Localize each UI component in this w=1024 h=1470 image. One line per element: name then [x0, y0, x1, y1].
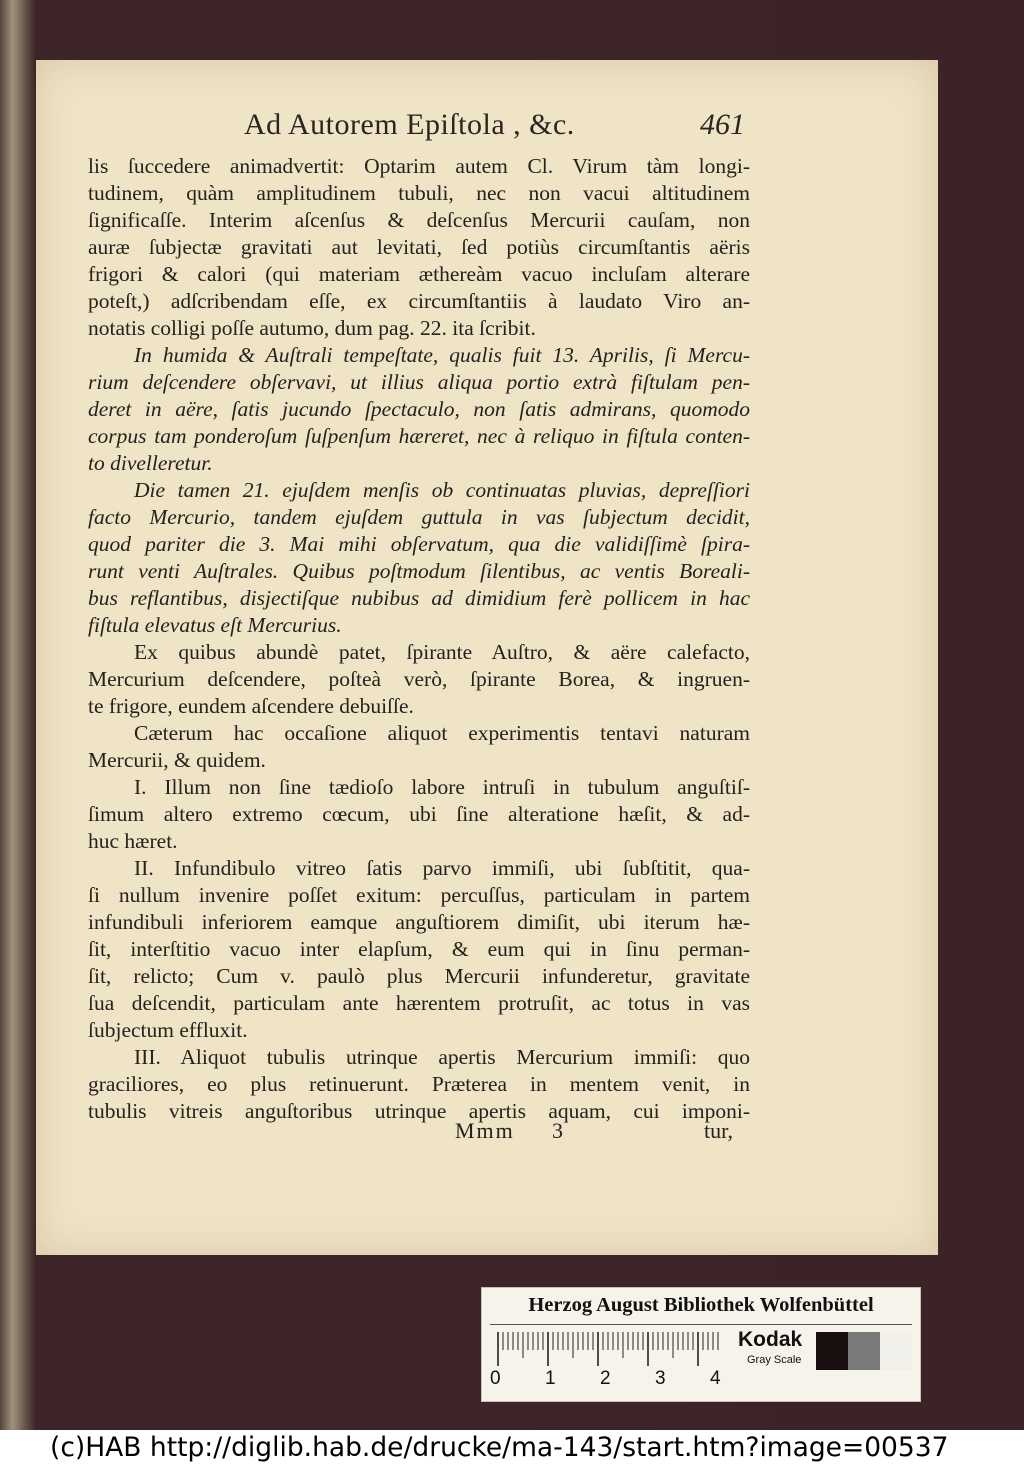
text-line: ſubjectum effluxit. — [88, 1018, 248, 1042]
text-line: runt venti Auſtrales. Quibus poſtmodum ſilentibus, ac ventis Boreali- — [88, 559, 750, 583]
library-name: Herzog August Bibliothek Wolfenbüttel — [528, 1294, 874, 1316]
ruler-number: 1 — [545, 1368, 556, 1389]
text-line: II. Infundibulo vitreo ſatis parvo immiſi, ubi ſubſtitit, qua- — [134, 856, 750, 880]
signature-number: 3 — [552, 1118, 563, 1143]
text-line: In humida & Auſtrali tempeſtate, qualis fuit 13. Aprilis, ſi Mercu- — [134, 343, 750, 367]
text-line: infundibuli inferiorem eamque anguſtiorem dimiſit, ubi iterum hæ- — [88, 910, 750, 934]
text-line: frigori & calori (qui materiam æthereàm vacuo incluſam alterare — [88, 262, 750, 286]
text-line: ſit, interſtitio vacuo inter elapſum, & eum qui in ſinu perman- — [88, 937, 750, 961]
text-line: III. Aliquot tubulis utrinque apertis Mercurium immiſi: quo — [134, 1045, 750, 1069]
text-line: Mercurii, & quidem. — [88, 748, 266, 772]
ruler-number: 2 — [600, 1368, 611, 1389]
ruler-number: 0 — [490, 1368, 501, 1389]
catchword: tur, — [704, 1118, 734, 1143]
page-number: 461 — [700, 108, 745, 141]
footer-bar — [0, 1430, 1024, 1470]
text-line: Ex quibus abundè patet, ſpirante Auſtro, & aëre calefacto, — [134, 640, 750, 664]
text-line: bus reflantibus, disjectiſque nubibus ad dimidium ferè pollicem in hac — [88, 586, 750, 610]
gray-patch — [816, 1332, 848, 1370]
card-divider — [490, 1324, 912, 1325]
text-line: facto Mercurio, tandem ejuſdem guttula in vas ſubjectum decidit, — [88, 505, 750, 529]
ruler-scale — [496, 1332, 720, 1368]
text-line: Die tamen 21. ejuſdem menſis ob continuatas pluvias, depreſſiori — [134, 478, 750, 502]
adjacent-page-edge — [0, 0, 36, 1430]
signature-mark: Mmm — [455, 1118, 515, 1143]
text-line: graciliores, eo plus retinuerunt. Præterea in mentem venit, in — [88, 1072, 750, 1096]
text-line: ſi nullum invenire poſſet exitum: percuſſus, particulam in partem — [88, 883, 750, 907]
text-line: I. Illum non ſine tædioſo labore intruſi in tubulum anguſtiſ- — [134, 775, 750, 799]
text-line: tubulis vitreis anguſtoribus utrinque apertis aquam, cui imponi- — [88, 1099, 750, 1123]
body-text — [88, 153, 750, 1125]
text-line: ſua deſcendit, particulam ante hærentem protruſit, ac totus in vas — [88, 991, 750, 1015]
text-line: ſignificaſſe. Interim aſcenſus & deſcenſus Mercurii cauſam, non — [88, 208, 750, 232]
text-line: notatis colligi poſſe autumo, dum pag. 22. ita ſcribit. — [88, 316, 536, 340]
text-line: ſimum altero extremo cœcum, ubi ſine alteratione hæſit, & ad- — [88, 802, 750, 826]
gray-patch — [848, 1332, 880, 1370]
text-line: quod pariter die 3. Mai mihi obſervatum, qua die validiſſimè ſpira- — [88, 532, 750, 556]
gray-patch — [880, 1332, 912, 1370]
text-line: ſit, relicto; Cum v. paulò plus Mercurii infunderetur, gravitate — [88, 964, 750, 988]
gray-scale-patches — [816, 1332, 912, 1370]
text-line: rium deſcendere obſervavi, ut illius aliqua portio extrà fiſtulam pen- — [88, 370, 750, 394]
text-line: auræ ſubjectæ gravitati aut levitati, ſed potiùs circumſtantis aëris — [88, 235, 750, 259]
text-line: lis ſuccedere animadvertit: Optarim autem Cl. Virum tàm longi- — [88, 154, 750, 178]
text-line: deret in aëre, ſatis jucundo ſpectaculo, non ſatis admirans, quomodo — [88, 397, 750, 421]
text-line: te frigore, eundem aſcendere debuiſſe. — [88, 694, 414, 718]
text-line: Cæterum hac occaſione aliquot experimentis tentavi naturam — [134, 721, 750, 745]
text-line: corpus tam ponderoſum ſuſpenſum hæreret, nec à reliquo in fiſtula conten- — [88, 424, 750, 448]
text-line: Mercurium deſcendere, poſteà verò, ſpirante Borea, & ingruen- — [88, 667, 750, 691]
running-head: Ad Autorem Epiſtola , &c. — [244, 108, 575, 141]
text-line: fiſtula elevatus eſt Mercurius. — [88, 613, 342, 637]
kodak-logo: Kodak — [738, 1328, 803, 1351]
copyright-url: (c)HAB http://diglib.hab.de/drucke/ma-143/start.htm?image=00537 — [50, 1432, 949, 1463]
ruler-number: 3 — [655, 1368, 666, 1389]
color-reference-card — [481, 1287, 921, 1402]
text-line: huc hæret. — [88, 829, 178, 853]
gray-scale-label: Gray Scale — [747, 1354, 802, 1366]
ruler-number: 4 — [710, 1368, 721, 1389]
text-line: tudinem, quàm amplitudinem tubuli, nec non vacui altitudinem — [88, 181, 750, 205]
text-line: poteſt,) adſcribendam eſſe, ex circumſtantiis à laudato Viro an- — [88, 289, 750, 313]
ruler-numbers — [482, 1368, 722, 1394]
text-line: to divelleretur. — [88, 451, 213, 475]
